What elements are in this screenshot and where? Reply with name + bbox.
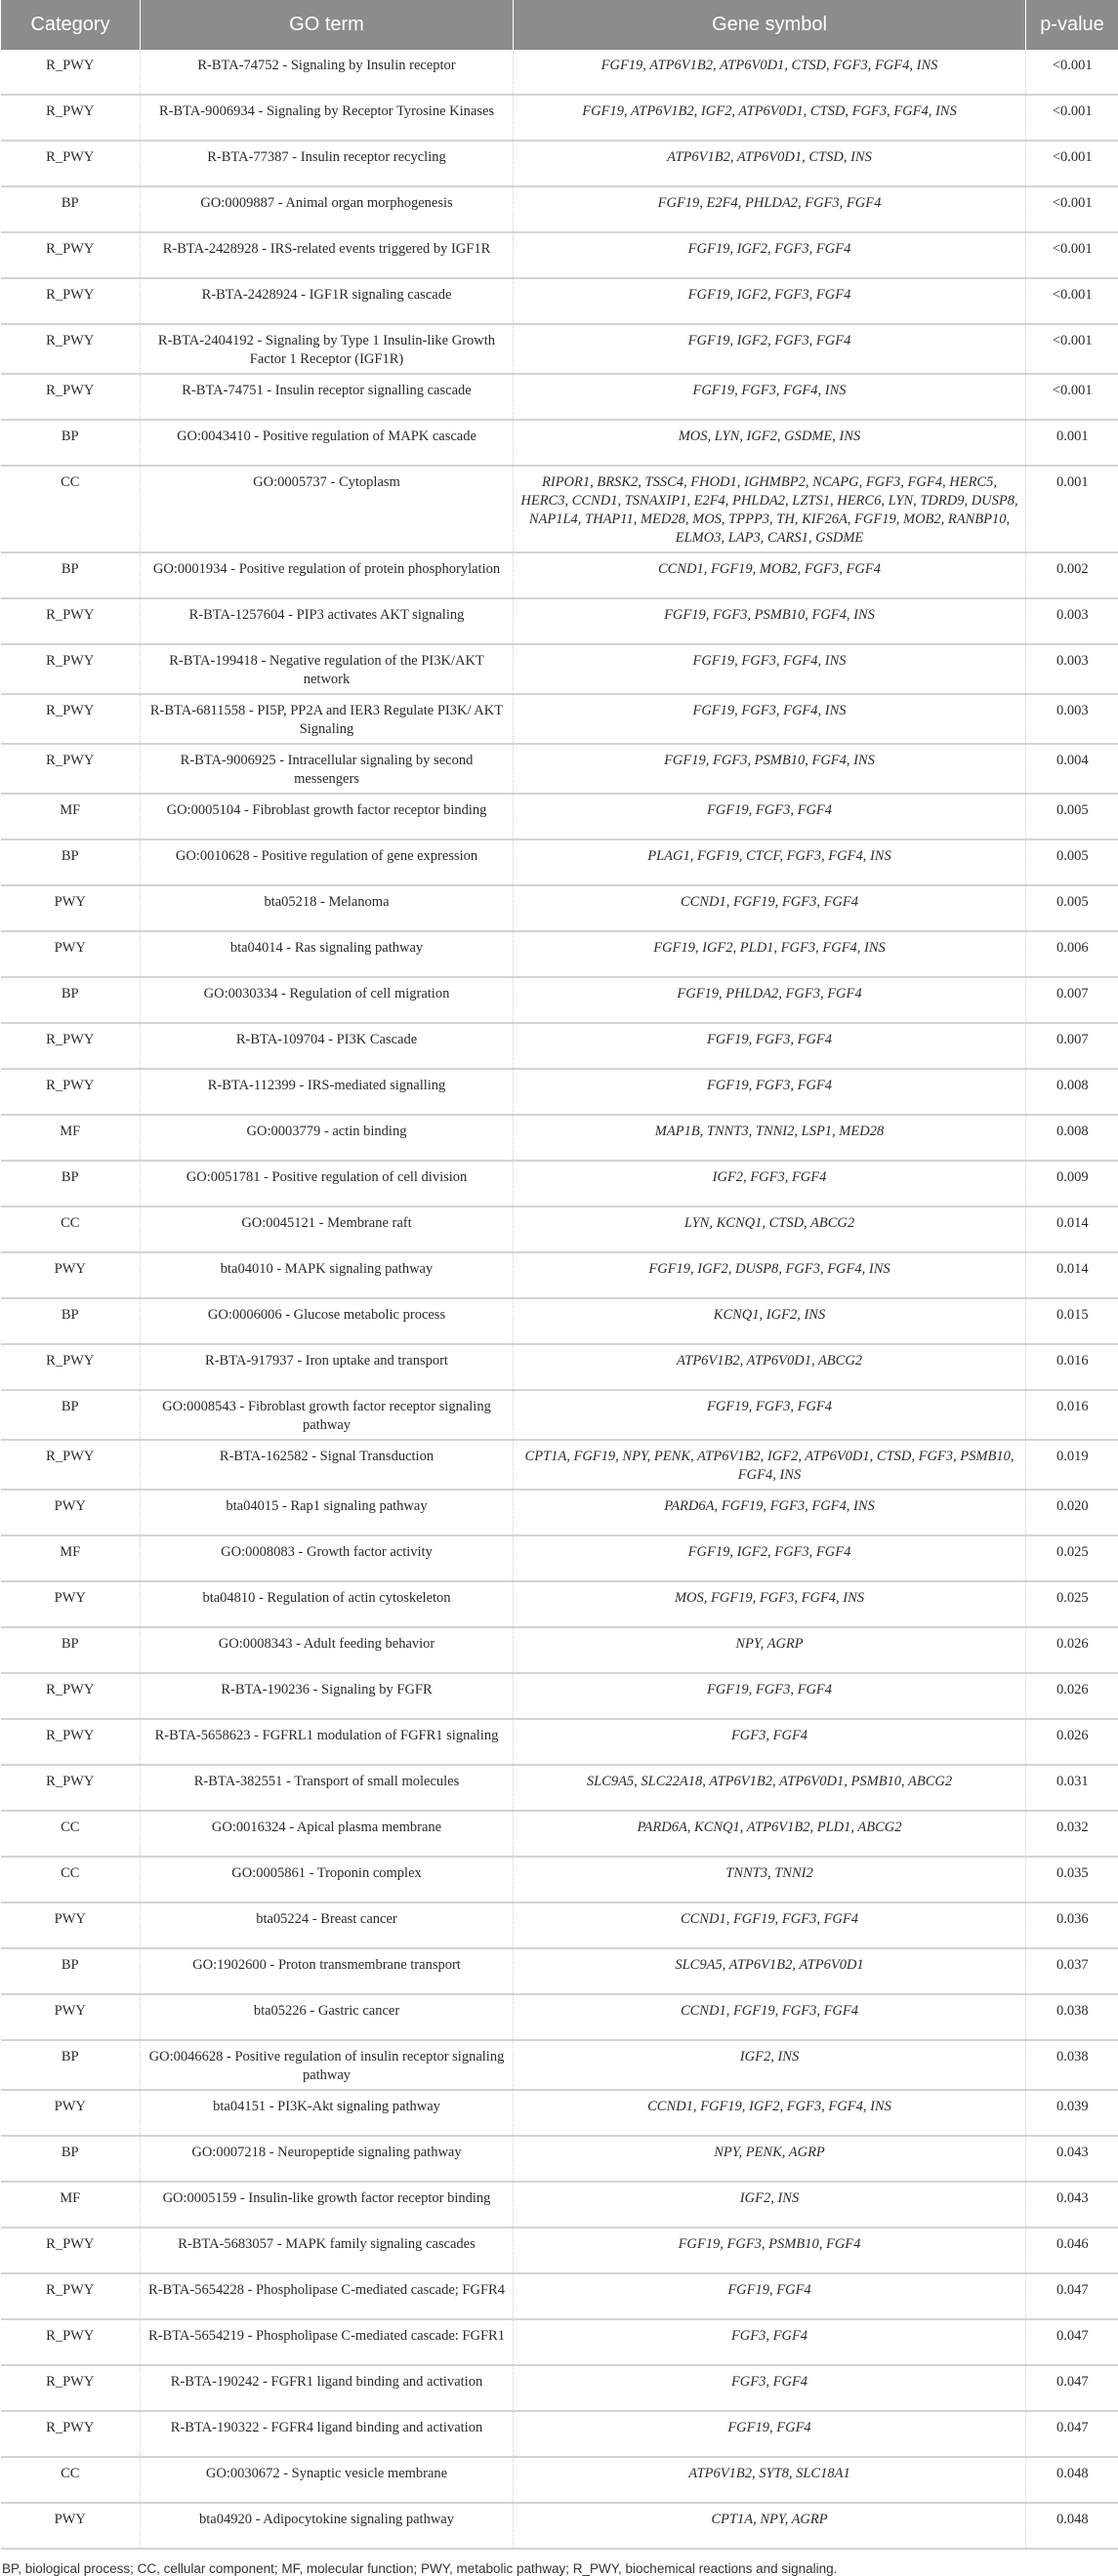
cell-go-term: GO:0030334 - Regulation of cell migration [141, 977, 514, 1023]
cell-gene-symbol: CPT1A, FGF19, NPY, PENK, ATP6V1B2, IGF2, ATP6V0D1, CTSD, FGF3, PSMB10, FGF4, INS [514, 1440, 1026, 1490]
cell-p-value: 0.003 [1026, 644, 1118, 694]
header-gene-symbol: Gene symbol [514, 0, 1026, 50]
header-go-term: GO term [141, 0, 514, 50]
table-row [1, 141, 1118, 186]
table-row [1, 186, 1118, 232]
cell-go-term: R-BTA-6811558 - PI5P, PP2A and IER3 Regulate PI3K/ AKT Signaling [141, 694, 514, 744]
cell-go-term: R-BTA-917937 - Iron uptake and transport [141, 1344, 514, 1390]
cell-go-term: bta04810 - Regulation of actin cytoskeleton [141, 1581, 514, 1627]
cell-gene-symbol: FGF19, IGF2, PLD1, FGF3, FGF4, INS [514, 931, 1026, 977]
table-row [1, 1719, 1118, 1765]
table-body [1, 50, 1118, 2549]
cell-gene-symbol: FGF19, FGF3, PSMB10, FGF4, INS [514, 744, 1026, 794]
cell-category: CC [1, 1857, 141, 1902]
cell-p-value: 0.026 [1026, 1627, 1118, 1673]
cell-go-term: R-BTA-190236 - Signaling by FGFR [141, 1673, 514, 1719]
cell-p-value: 0.007 [1026, 977, 1118, 1023]
cell-gene-symbol: ATP6V1B2, ATP6V0D1, ABCG2 [514, 1344, 1026, 1390]
cell-gene-symbol: CCND1, FGF19, FGF3, FGF4 [514, 1994, 1026, 2040]
cell-gene-symbol: SLC9A5, ATP6V1B2, ATP6V0D1 [514, 1948, 1026, 1994]
cell-p-value: 0.007 [1026, 1023, 1118, 1069]
cell-go-term: GO:0008543 - Fibroblast growth factor receptor signaling pathway [141, 1390, 514, 1440]
table-row [1, 2273, 1118, 2319]
table-row [1, 1344, 1118, 1390]
table-row [1, 278, 1118, 324]
cell-gene-symbol: IGF2, INS [514, 2040, 1026, 2090]
table-row [1, 1115, 1118, 1161]
cell-go-term: R-BTA-74751 - Insulin receptor signalling cascade [141, 374, 514, 420]
header-row [1, 0, 1118, 50]
table-row [1, 95, 1118, 141]
cell-go-term: R-BTA-190242 - FGFR1 ligand binding and activation [141, 2365, 514, 2411]
cell-category: R_PWY [1, 2411, 141, 2457]
table-row [1, 2136, 1118, 2182]
table-row [1, 1069, 1118, 1115]
table-row [1, 1535, 1118, 1581]
cell-gene-symbol: CCND1, FGF19, MOB2, FGF3, FGF4 [514, 552, 1026, 598]
cell-go-term: R-BTA-382551 - Transport of small molecules [141, 1765, 514, 1811]
cell-go-term: R-BTA-5654219 - Phospholipase C-mediated cascade: FGFR1 [141, 2319, 514, 2365]
cell-go-term: bta04014 - Ras signaling pathway [141, 931, 514, 977]
cell-go-term: R-BTA-109704 - PI3K Cascade [141, 1023, 514, 1069]
table-row [1, 2365, 1118, 2411]
cell-gene-symbol: ATP6V1B2, SYT8, SLC18A1 [514, 2457, 1026, 2503]
cell-p-value: 0.003 [1026, 694, 1118, 744]
table-row [1, 1023, 1118, 1069]
cell-go-term: R-BTA-199418 - Negative regulation of the PI3K/AKT network [141, 644, 514, 694]
header-category: Category [1, 0, 141, 50]
table-row [1, 839, 1118, 885]
cell-gene-symbol: FGF19, FGF3, FGF4 [514, 1069, 1026, 1115]
cell-p-value: 0.008 [1026, 1069, 1118, 1115]
cell-category: R_PWY [1, 374, 141, 420]
cell-go-term: GO:0007218 - Neuropeptide signaling pathway [141, 2136, 514, 2182]
cell-gene-symbol: FGF19, FGF3, FGF4, INS [514, 644, 1026, 694]
cell-category: CC [1, 2457, 141, 2503]
cell-go-term: R-BTA-1257604 - PIP3 activates AKT signaling [141, 598, 514, 644]
cell-go-term: bta04151 - PI3K-Akt signaling pathway [141, 2090, 514, 2136]
table-row [1, 1627, 1118, 1673]
cell-gene-symbol: FGF19, E2F4, PHLDA2, FGF3, FGF4 [514, 186, 1026, 232]
cell-category: R_PWY [1, 744, 141, 794]
cell-go-term: GO:0006006 - Glucose metabolic process [141, 1298, 514, 1344]
cell-p-value: 0.005 [1026, 839, 1118, 885]
cell-gene-symbol: PARD6A, FGF19, FGF3, FGF4, INS [514, 1490, 1026, 1535]
cell-p-value: <0.001 [1026, 232, 1118, 278]
table-row [1, 1673, 1118, 1719]
cell-gene-symbol: CCND1, FGF19, IGF2, FGF3, FGF4, INS [514, 2090, 1026, 2136]
cell-gene-symbol: FGF19, PHLDA2, FGF3, FGF4 [514, 977, 1026, 1023]
cell-gene-symbol: IGF2, FGF3, FGF4 [514, 1161, 1026, 1206]
cell-category: R_PWY [1, 232, 141, 278]
cell-gene-symbol: PARD6A, KCNQ1, ATP6V1B2, PLD1, ABCG2 [514, 1811, 1026, 1857]
cell-go-term: R-BTA-9006934 - Signaling by Receptor Tyrosine Kinases [141, 95, 514, 141]
cell-go-term: R-BTA-5658623 - FGFRL1 modulation of FGFR1 signaling [141, 1719, 514, 1765]
cell-gene-symbol: FGF19, ATP6V1B2, ATP6V0D1, CTSD, FGF3, FGF4, INS [514, 50, 1026, 95]
table-row [1, 1994, 1118, 2040]
cell-category: PWY [1, 2090, 141, 2136]
cell-category: CC [1, 1811, 141, 1857]
cell-go-term: GO:0030672 - Synaptic vesicle membrane [141, 2457, 514, 2503]
table-row [1, 1948, 1118, 1994]
cell-category: R_PWY [1, 2319, 141, 2365]
cell-p-value: <0.001 [1026, 324, 1118, 374]
table-row [1, 2182, 1118, 2228]
table-row [1, 2457, 1118, 2503]
table-row [1, 552, 1118, 598]
cell-category: BP [1, 977, 141, 1023]
cell-p-value: 0.047 [1026, 2365, 1118, 2411]
cell-category: R_PWY [1, 1344, 141, 1390]
cell-p-value: <0.001 [1026, 50, 1118, 95]
cell-p-value: <0.001 [1026, 374, 1118, 420]
cell-go-term: GO:0005737 - Cytoplasm [141, 466, 514, 552]
cell-category: CC [1, 1206, 141, 1252]
cell-gene-symbol: PLAG1, FGF19, CTCF, FGF3, FGF4, INS [514, 839, 1026, 885]
cell-p-value: 0.009 [1026, 1161, 1118, 1206]
cell-go-term: GO:0005861 - Troponin complex [141, 1857, 514, 1902]
table-row [1, 1765, 1118, 1811]
cell-p-value: 0.001 [1026, 466, 1118, 552]
table-row [1, 598, 1118, 644]
cell-go-term: bta05218 - Melanoma [141, 885, 514, 931]
cell-gene-symbol: FGF19, FGF3, FGF4 [514, 1023, 1026, 1069]
cell-gene-symbol: CCND1, FGF19, FGF3, FGF4 [514, 885, 1026, 931]
cell-category: R_PWY [1, 278, 141, 324]
table-row [1, 2090, 1118, 2136]
cell-category: PWY [1, 885, 141, 931]
cell-p-value: <0.001 [1026, 141, 1118, 186]
table-header [1, 0, 1118, 50]
table-row [1, 931, 1118, 977]
cell-p-value: 0.047 [1026, 2273, 1118, 2319]
cell-p-value: 0.026 [1026, 1673, 1118, 1719]
cell-gene-symbol: RIPOR1, BRSK2, TSSC4, FHOD1, IGHMBP2, NCAPG, FGF3, FGF4, HERC5, HERC3, CCND1, TSNAXIP1, E2F4, PHLDA2, LZTS1, HERC6, LYN, TDRD9, DUSP8, NAP1L4, THAP11, MED28, MOS, TPPP3, TH, KIF26A, FGF19, MOB2, RANBP10, ELMO3, LAP3, CARS1, GSDME [514, 466, 1026, 552]
cell-p-value: 0.005 [1026, 794, 1118, 839]
table-row [1, 1811, 1118, 1857]
cell-gene-symbol: FGF19, FGF3, PSMB10, FGF4 [514, 2228, 1026, 2273]
table-row [1, 232, 1118, 278]
cell-category: R_PWY [1, 2365, 141, 2411]
cell-category: BP [1, 1390, 141, 1440]
cell-category: BP [1, 1948, 141, 1994]
cell-p-value: 0.006 [1026, 931, 1118, 977]
cell-category: R_PWY [1, 694, 141, 744]
cell-p-value: <0.001 [1026, 278, 1118, 324]
cell-category: R_PWY [1, 598, 141, 644]
cell-p-value: 0.008 [1026, 1115, 1118, 1161]
cell-gene-symbol: FGF19, FGF3, FGF4 [514, 1673, 1026, 1719]
cell-p-value: 0.026 [1026, 1719, 1118, 1765]
cell-category: BP [1, 1161, 141, 1206]
cell-gene-symbol: MOS, LYN, IGF2, GSDME, INS [514, 420, 1026, 466]
cell-p-value: 0.002 [1026, 552, 1118, 598]
cell-category: R_PWY [1, 1719, 141, 1765]
cell-category: PWY [1, 1994, 141, 2040]
table-row [1, 1390, 1118, 1440]
cell-category: BP [1, 420, 141, 466]
cell-gene-symbol: FGF19, FGF3, FGF4 [514, 794, 1026, 839]
cell-p-value: 0.015 [1026, 1298, 1118, 1344]
cell-p-value: 0.031 [1026, 1765, 1118, 1811]
table-row [1, 1581, 1118, 1627]
table-row [1, 1857, 1118, 1902]
cell-go-term: R-BTA-2428928 - IRS-related events triggered by IGF1R [141, 232, 514, 278]
cell-category: R_PWY [1, 1069, 141, 1115]
cell-go-term: GO:0016324 - Apical plasma membrane [141, 1811, 514, 1857]
cell-gene-symbol: FGF19, FGF3, PSMB10, FGF4, INS [514, 598, 1026, 644]
cell-p-value: 0.035 [1026, 1857, 1118, 1902]
table-row [1, 2319, 1118, 2365]
cell-p-value: 0.003 [1026, 598, 1118, 644]
table-row [1, 644, 1118, 694]
table-row [1, 50, 1118, 95]
cell-go-term: GO:0043410 - Positive regulation of MAPK cascade [141, 420, 514, 466]
cell-gene-symbol: FGF19, IGF2, FGF3, FGF4 [514, 278, 1026, 324]
table-row [1, 2503, 1118, 2549]
cell-gene-symbol: FGF19, FGF3, FGF4 [514, 1390, 1026, 1440]
cell-gene-symbol: FGF19, IGF2, FGF3, FGF4 [514, 1535, 1026, 1581]
cell-p-value: 0.001 [1026, 420, 1118, 466]
cell-gene-symbol: ATP6V1B2, ATP6V0D1, CTSD, INS [514, 141, 1026, 186]
cell-gene-symbol: NPY, PENK, AGRP [514, 2136, 1026, 2182]
cell-go-term: GO:1902600 - Proton transmembrane transport [141, 1948, 514, 1994]
cell-gene-symbol: IGF2, INS [514, 2182, 1026, 2228]
cell-go-term: bta04920 - Adipocytokine signaling pathway [141, 2503, 514, 2549]
cell-p-value: 0.038 [1026, 1994, 1118, 2040]
cell-go-term: R-BTA-2428924 - IGF1R signaling cascade [141, 278, 514, 324]
cell-gene-symbol: FGF19, IGF2, FGF3, FGF4 [514, 232, 1026, 278]
cell-go-term: R-BTA-190322 - FGFR4 ligand binding and activation [141, 2411, 514, 2457]
cell-gene-symbol: LYN, KCNQ1, CTSD, ABCG2 [514, 1206, 1026, 1252]
cell-p-value: 0.048 [1026, 2503, 1118, 2549]
cell-p-value: 0.037 [1026, 1948, 1118, 1994]
table-row [1, 1490, 1118, 1535]
cell-category: PWY [1, 1252, 141, 1298]
cell-gene-symbol: SLC9A5, SLC22A18, ATP6V1B2, ATP6V0D1, PSMB10, ABCG2 [514, 1765, 1026, 1811]
cell-category: R_PWY [1, 1673, 141, 1719]
cell-gene-symbol: CCND1, FGF19, FGF3, FGF4 [514, 1902, 1026, 1948]
cell-gene-symbol: FGF19, IGF2, DUSP8, FGF3, FGF4, INS [514, 1252, 1026, 1298]
cell-p-value: 0.038 [1026, 2040, 1118, 2090]
cell-go-term: R-BTA-5683057 - MAPK family signaling cascades [141, 2228, 514, 2273]
table-row [1, 1161, 1118, 1206]
cell-go-term: GO:0051781 - Positive regulation of cell division [141, 1161, 514, 1206]
cell-p-value: 0.016 [1026, 1344, 1118, 1390]
table-row [1, 324, 1118, 374]
cell-go-term: GO:0005104 - Fibroblast growth factor receptor binding [141, 794, 514, 839]
cell-category: BP [1, 552, 141, 598]
cell-category: R_PWY [1, 50, 141, 95]
table-row [1, 794, 1118, 839]
cell-category: BP [1, 2040, 141, 2090]
table-row [1, 1440, 1118, 1490]
cell-go-term: bta04010 - MAPK signaling pathway [141, 1252, 514, 1298]
cell-category: CC [1, 466, 141, 552]
cell-category: R_PWY [1, 1440, 141, 1490]
cell-go-term: R-BTA-5654228 - Phospholipase C-mediated cascade; FGFR4 [141, 2273, 514, 2319]
cell-go-term: R-BTA-77387 - Insulin receptor recycling [141, 141, 514, 186]
cell-gene-symbol: NPY, AGRP [514, 1627, 1026, 1673]
cell-category: R_PWY [1, 2228, 141, 2273]
cell-p-value: 0.036 [1026, 1902, 1118, 1948]
cell-go-term: R-BTA-2404192 - Signaling by Type 1 Insulin-like Growth Factor 1 Receptor (IGF1R) [141, 324, 514, 374]
header-p-value: p-value [1026, 0, 1118, 50]
cell-go-term: R-BTA-162582 - Signal Transduction [141, 1440, 514, 1490]
cell-go-term: GO:0046628 - Positive regulation of insulin receptor signaling pathway [141, 2040, 514, 2090]
cell-go-term: GO:0008083 - Growth factor activity [141, 1535, 514, 1581]
cell-p-value: <0.001 [1026, 186, 1118, 232]
cell-category: R_PWY [1, 644, 141, 694]
cell-go-term: GO:0003779 - actin binding [141, 1115, 514, 1161]
cell-go-term: GO:0008343 - Adult feeding behavior [141, 1627, 514, 1673]
cell-go-term: bta05224 - Breast cancer [141, 1902, 514, 1948]
cell-category: PWY [1, 1581, 141, 1627]
cell-gene-symbol: FGF19, ATP6V1B2, IGF2, ATP6V0D1, CTSD, FGF3, FGF4, INS [514, 95, 1026, 141]
table-row [1, 744, 1118, 794]
cell-go-term: GO:0045121 - Membrane raft [141, 1206, 514, 1252]
cell-p-value: 0.046 [1026, 2228, 1118, 2273]
cell-gene-symbol: FGF19, IGF2, FGF3, FGF4 [514, 324, 1026, 374]
cell-category: R_PWY [1, 1023, 141, 1069]
table-row [1, 1206, 1118, 1252]
cell-category: MF [1, 794, 141, 839]
cell-category: BP [1, 1627, 141, 1673]
table-row [1, 1252, 1118, 1298]
cell-p-value: <0.001 [1026, 95, 1118, 141]
cell-p-value: 0.032 [1026, 1811, 1118, 1857]
table-footnote: BP, biological process; CC, cellular component; MF, molecular function; PWY, metabolic pathway; R_PWY, biochemical reactions and signaling. [0, 2550, 1118, 2576]
cell-gene-symbol: MAP1B, TNNT3, TNNI2, LSP1, MED28 [514, 1115, 1026, 1161]
cell-category: MF [1, 2182, 141, 2228]
cell-gene-symbol: CPT1A, NPY, AGRP [514, 2503, 1026, 2549]
cell-p-value: 0.039 [1026, 2090, 1118, 2136]
cell-p-value: 0.047 [1026, 2319, 1118, 2365]
cell-category: R_PWY [1, 324, 141, 374]
cell-gene-symbol: TNNT3, TNNI2 [514, 1857, 1026, 1902]
cell-p-value: 0.004 [1026, 744, 1118, 794]
cell-go-term: GO:0005159 - Insulin-like growth factor receptor binding [141, 2182, 514, 2228]
table-row [1, 420, 1118, 466]
table-row [1, 885, 1118, 931]
table-row [1, 2411, 1118, 2457]
cell-category: R_PWY [1, 2273, 141, 2319]
table-row [1, 1902, 1118, 1948]
cell-category: R_PWY [1, 141, 141, 186]
cell-p-value: 0.025 [1026, 1581, 1118, 1627]
cell-go-term: bta04015 - Rap1 signaling pathway [141, 1490, 514, 1535]
cell-category: BP [1, 839, 141, 885]
cell-gene-symbol: FGF3, FGF4 [514, 2319, 1026, 2365]
cell-gene-symbol: FGF19, FGF3, FGF4, INS [514, 694, 1026, 744]
cell-p-value: 0.047 [1026, 2411, 1118, 2457]
cell-p-value: 0.019 [1026, 1440, 1118, 1490]
cell-p-value: 0.005 [1026, 885, 1118, 931]
table-row [1, 1298, 1118, 1344]
cell-go-term: R-BTA-112399 - IRS-mediated signalling [141, 1069, 514, 1115]
cell-category: BP [1, 186, 141, 232]
cell-category: MF [1, 1115, 141, 1161]
cell-gene-symbol: KCNQ1, IGF2, INS [514, 1298, 1026, 1344]
cell-gene-symbol: FGF19, FGF3, FGF4, INS [514, 374, 1026, 420]
cell-category: PWY [1, 931, 141, 977]
cell-p-value: 0.025 [1026, 1535, 1118, 1581]
cell-p-value: 0.014 [1026, 1252, 1118, 1298]
cell-p-value: 0.020 [1026, 1490, 1118, 1535]
cell-gene-symbol: FGF3, FGF4 [514, 2365, 1026, 2411]
cell-category: PWY [1, 1902, 141, 1948]
cell-category: R_PWY [1, 1765, 141, 1811]
cell-category: MF [1, 1535, 141, 1581]
cell-go-term: bta05226 - Gastric cancer [141, 1994, 514, 2040]
cell-p-value: 0.016 [1026, 1390, 1118, 1440]
cell-category: PWY [1, 2503, 141, 2549]
table-row [1, 2040, 1118, 2090]
cell-go-term: R-BTA-74752 - Signaling by Insulin receptor [141, 50, 514, 95]
cell-category: R_PWY [1, 95, 141, 141]
table-row [1, 2228, 1118, 2273]
cell-category: BP [1, 1298, 141, 1344]
cell-gene-symbol: FGF3, FGF4 [514, 1719, 1026, 1765]
cell-go-term: R-BTA-9006925 - Intracellular signaling by second messengers [141, 744, 514, 794]
cell-category: BP [1, 2136, 141, 2182]
cell-go-term: GO:0001934 - Positive regulation of protein phosphorylation [141, 552, 514, 598]
table-row [1, 374, 1118, 420]
cell-p-value: 0.043 [1026, 2182, 1118, 2228]
table-row [1, 466, 1118, 552]
table-row [1, 977, 1118, 1023]
cell-p-value: 0.014 [1026, 1206, 1118, 1252]
cell-go-term: GO:0009887 - Animal organ morphogenesis [141, 186, 514, 232]
cell-go-term: GO:0010628 - Positive regulation of gene expression [141, 839, 514, 885]
cell-gene-symbol: FGF19, FGF4 [514, 2411, 1026, 2457]
cell-gene-symbol: MOS, FGF19, FGF3, FGF4, INS [514, 1581, 1026, 1627]
cell-category: PWY [1, 1490, 141, 1535]
cell-p-value: 0.043 [1026, 2136, 1118, 2182]
table-row [1, 694, 1118, 744]
cell-p-value: 0.048 [1026, 2457, 1118, 2503]
cell-gene-symbol: FGF19, FGF4 [514, 2273, 1026, 2319]
